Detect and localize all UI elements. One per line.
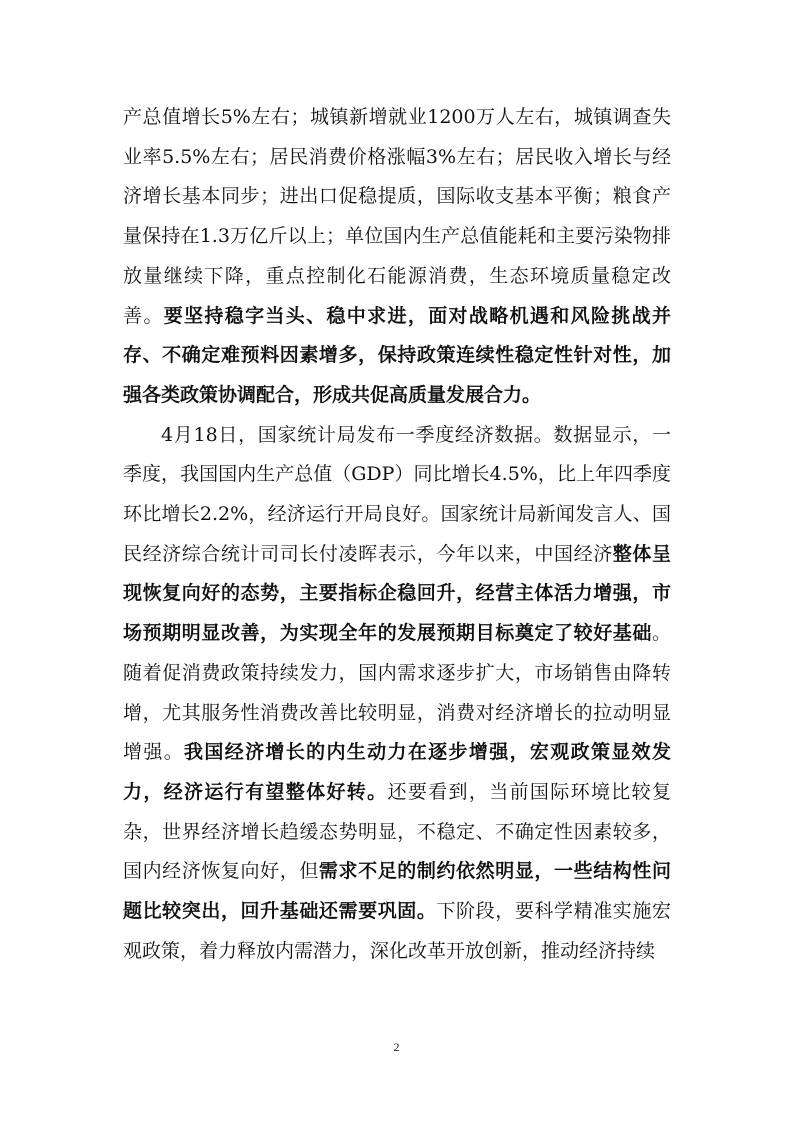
page-number: 2 bbox=[393, 1040, 400, 1054]
text-segment: 4月18日，国家统计局发布一季度经济数据。数据显示，一季度，我国国内生产总值（GDP）同比增长4.5%，比上年四季度环比增长2.2%，经济运行开局良好。国家统计局新闻发言人、国民经济综合统计司司长付凌晖表示，今年以来，中国经济 bbox=[123, 423, 671, 565]
bold-text-segment: 整体呈现恢复向好的态势，主要指标企稳回升，经营主体活力增强，市场预期明显改善，为实现全年的发展预期目标奠定了较好基础 bbox=[123, 542, 671, 645]
text-segment: 。随着促消费政策持续发力，国内需求逐步扩大，市场销售由降转增，尤其服务性消费改善比较明显，消费对经济增长的拉动明显增强。 bbox=[123, 622, 671, 764]
paragraph-2 bbox=[123, 416, 671, 972]
text-segment: 下阶段，要科学精准实施宏观政策，着力释放内需潜力，深化改革开放创新，推动经济持续 bbox=[123, 900, 671, 962]
bold-text-segment: 我国经济增长的内生动力在逐步增强，宏观政策显效发力，经济运行有望整体好转。 bbox=[123, 741, 671, 803]
paragraph-1 bbox=[123, 98, 671, 416]
text-segment: 产总值增长5%左右；城镇新增就业1200万人左右，城镇调查失业率5.5%左右；居民消费价格涨幅3%左右；居民收入增长与经济增长基本同步；进出口促稳提质，国际收支基本平衡；粮食产量保持在1.3万亿斤以上；单位国内生产总值能耗和主要污染物排放量继续下降，重点控制化石能源消费，生态环境质量稳定改善。 bbox=[123, 106, 671, 327]
text-segment: 还要看到，当前国际环境比较复杂，世界经济增长趋缓态势明显，不稳定、不确定性因素较多，国内经济恢复向好，但 bbox=[123, 780, 671, 883]
bold-text-segment: 需求不足的制约依然明显，一些结构性问题比较突出，回升基础还需要巩固。 bbox=[123, 860, 671, 923]
body-text bbox=[123, 98, 671, 971]
bold-text-segment: 要坚持稳字当头、稳中求进，面对战略机遇和风险挑战并存、不确定难预料因素增多，保持政策连续性稳定性针对性，加强各类政策协调配合，形成共促高质量发展合力。 bbox=[123, 304, 671, 406]
